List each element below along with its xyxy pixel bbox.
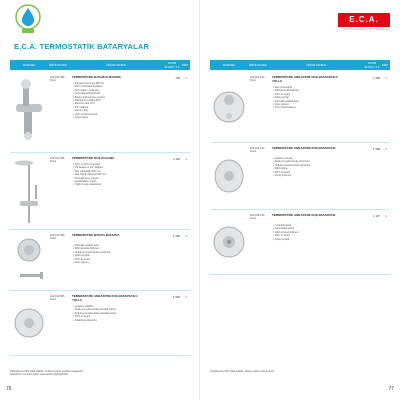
feature: • Sıcak su kesilmesinde durdurma xyxy=(276,160,346,163)
bath-mixer-image xyxy=(10,232,48,288)
feature-list xyxy=(72,82,146,119)
feature: • Otomatik kireç önleyici xyxy=(76,177,146,180)
footnote: Fiyatlarımız önceden haber verilmeksizin değiştirilebilir. xyxy=(10,373,69,377)
product-title: TERMOSTATİK ANKASTRE DUŞ BATARYASI xyxy=(272,213,336,217)
feature: • Ayarlanabilir el duşu xyxy=(76,180,146,183)
product-title: TERMOSTATİK DUŞ KOLONU xyxy=(72,156,115,160)
feature: • 3/4" bağlantı xyxy=(76,106,146,109)
price: 1 280 xyxy=(173,234,180,238)
feature: • Kolay temizlik xyxy=(76,254,146,257)
page-number: 76 xyxy=(6,386,12,392)
feature: • 38°C ön ayarlı xyxy=(276,234,346,237)
product-title: TERMOSTATİK BANYO BATARYA xyxy=(72,233,120,237)
water-drop-badge-icon xyxy=(14,3,42,35)
table-row xyxy=(10,153,190,230)
vat: 1 xyxy=(385,214,387,218)
feature: • Kireç önleyici xyxy=(76,261,146,264)
right-page xyxy=(200,0,400,400)
col-image: GÖRSEL xyxy=(222,63,236,67)
price: 4 160 xyxy=(173,157,180,161)
table-row xyxy=(10,72,190,153)
feature: • Kolay temizlik xyxy=(276,238,346,241)
feature: • Maksimum sıcaklık 80°C xyxy=(76,99,146,102)
footnote: Fiyatlarımıza KDV dahil değildir. Tavsiye edilen satış fiyatıdır. xyxy=(210,370,275,373)
col-desc: ÜRÜN TANIMI xyxy=(306,63,326,67)
feature: • Kilitli güvenlik düğmesi xyxy=(276,89,346,92)
feature: • Kolay bakım xyxy=(76,116,146,119)
feature: • Kartuşlu çıkış suyu 38°C'de xyxy=(76,82,146,85)
col-price: LİSTE FİYATI / TL xyxy=(164,61,180,69)
feature: • 38°C ön ayarlı xyxy=(276,93,346,96)
concealed-mixer-image xyxy=(10,293,48,353)
feature-list xyxy=(72,163,146,187)
feature: • Soğuk su kesilmesinde durdurma xyxy=(76,251,146,254)
feature: • Uzun ömürlü kartuş xyxy=(276,106,346,109)
feature: • Otomatik sıcaklık ayarı xyxy=(76,244,146,247)
feature: • Kolay montaj xyxy=(276,96,346,99)
feature: • Temiz görünüm xyxy=(276,174,346,177)
footnotes xyxy=(10,370,190,377)
feature: • Sıcaklık sınırlandırıcı xyxy=(76,319,146,322)
page-number: 77 xyxy=(388,386,394,392)
vat: 1 xyxy=(385,76,387,80)
product-title: TERMOSTATİK ANKASTRE DUŞ BATARYASI xyxy=(272,146,336,150)
col-box: KDV xyxy=(181,63,189,67)
product-title: TERMOSTATİK ANKASTRE DUŞ BATARYASI 2 YOLLU xyxy=(272,75,338,83)
feature: • Uzun ömürlü seramik xyxy=(76,113,146,116)
feature: • 38°C ön ayarlı xyxy=(276,171,346,174)
feature: • Ankastre montaj xyxy=(276,157,346,160)
table-row xyxy=(10,230,190,291)
feature-list xyxy=(72,305,146,322)
feature-list xyxy=(272,157,346,177)
feature: • 38°C ve 40°C termostat xyxy=(76,163,146,166)
footnote: Fiyatlarımıza KDV dahil değildir. Ürünlerin teknik özellikleri değişebilir. xyxy=(10,370,84,373)
price: 1 560 xyxy=(173,295,180,299)
two-way-concealed-mixer-image xyxy=(210,74,248,140)
feature: • 38°C'yi otomatik ayarlama xyxy=(76,85,146,88)
feature: • Otomatik sıcaklık ayarı xyxy=(276,100,346,103)
feature: • Kilitli güvenlik düğmesi xyxy=(76,247,146,250)
price: 759 xyxy=(175,76,180,80)
feature-list xyxy=(272,86,346,110)
vat: 1 xyxy=(185,157,187,161)
brand-tagline: INTELLIGENT BATHROOM xyxy=(342,27,390,31)
col-code: ÜRÜN KODU xyxy=(48,63,68,67)
table-row xyxy=(10,291,190,356)
feature: • Soğuk su kesilmesinde otomatik durma xyxy=(76,312,146,315)
product-code: 102 102 305 Krom xyxy=(50,295,65,302)
round-concealed-mixer-image xyxy=(210,212,248,272)
feature: • Kireç önleyici xyxy=(276,103,346,106)
feature: • Gövde pirinç xyxy=(76,109,146,112)
product-code: 102 102 134 Krom xyxy=(250,147,265,154)
feature-list xyxy=(272,224,346,241)
feature-list xyxy=(72,244,146,264)
feature: • Yağmur duşu paslanmaz xyxy=(76,183,146,186)
feature: • Kilitli düğme xyxy=(276,167,346,170)
product-title: TERMOSTATİK ANKASTRE DUŞ BATARYASI 1 YOLLU xyxy=(72,294,138,302)
feature: • Kilitli emniyet düğmesi xyxy=(276,231,346,234)
vat: 1 xyxy=(385,147,387,151)
table-header xyxy=(210,60,390,70)
feature: • Sıcak su kesilmesinde otomatik durma xyxy=(76,308,146,311)
feature: • Yuvarlak kapak xyxy=(276,224,346,227)
table-row xyxy=(210,72,390,143)
concealed-shower-mixer-image xyxy=(210,145,248,207)
price: 1 688 xyxy=(373,147,380,151)
product-title: TERMOSTATİK BATARYA MAXIMA xyxy=(72,75,121,79)
feature: • Akış yönlendirici xyxy=(276,86,346,89)
brand-logo: E.C.A. xyxy=(338,13,390,27)
shower-column-image xyxy=(10,155,48,227)
product-code: 102 102 134 Krom xyxy=(250,214,265,221)
table-row xyxy=(210,210,390,275)
feature: • Termostatik kartuş xyxy=(276,227,346,230)
vat: 1 xyxy=(185,295,187,299)
feature: • 38°C ön ayarlı xyxy=(76,258,146,261)
price: 2 168 xyxy=(373,76,380,80)
col-price: LİSTE FİYATI / TL xyxy=(364,61,380,69)
feature: • Soğuk su kesilmesinde durdurma xyxy=(276,164,346,167)
footnotes xyxy=(210,370,330,373)
col-box: KDV xyxy=(381,63,389,67)
product-code: 102 102 305 Krom xyxy=(50,234,65,241)
thermostatic-mixer-image xyxy=(10,74,48,150)
table-header xyxy=(10,60,190,70)
product-code: 102 102 305 Krom xyxy=(50,76,65,83)
section-title: E.C.A. TERMOSTATİK BATARYALAR xyxy=(14,42,150,51)
vat: 1 xyxy=(185,234,187,238)
col-code: ÜRÜN KODU xyxy=(248,63,268,67)
product-code: 102 102 134 Krom xyxy=(250,76,265,83)
feature: • Duş başlığı ölçüsü Ø 200 mm xyxy=(76,173,146,176)
product-code: 102 102 306 Krom xyxy=(50,157,65,164)
vat: 1 xyxy=(185,76,187,80)
feature: • Basınç düşmesinde emniyet xyxy=(76,96,146,99)
feature: • Ankastre bağlantı xyxy=(76,305,146,308)
feature: • Duş yüksekliği 1130 mm xyxy=(76,170,146,173)
feature: • Hızlı soğuk / sıcak akış xyxy=(76,89,146,92)
feature: • Minimum fark 15°C xyxy=(76,102,146,105)
feature: • Termostat kilitli güvenlik xyxy=(76,92,146,95)
col-desc: ÜRÜN TANIMI xyxy=(106,63,126,67)
price: 1 127 xyxy=(373,214,380,218)
feature: • 38°C ön ayarlı xyxy=(76,315,146,318)
feature: • 3/8 tavana ve 1/2" bağlantı xyxy=(76,166,146,169)
col-image: GÖRSEL xyxy=(22,63,36,67)
table-row xyxy=(210,143,390,210)
